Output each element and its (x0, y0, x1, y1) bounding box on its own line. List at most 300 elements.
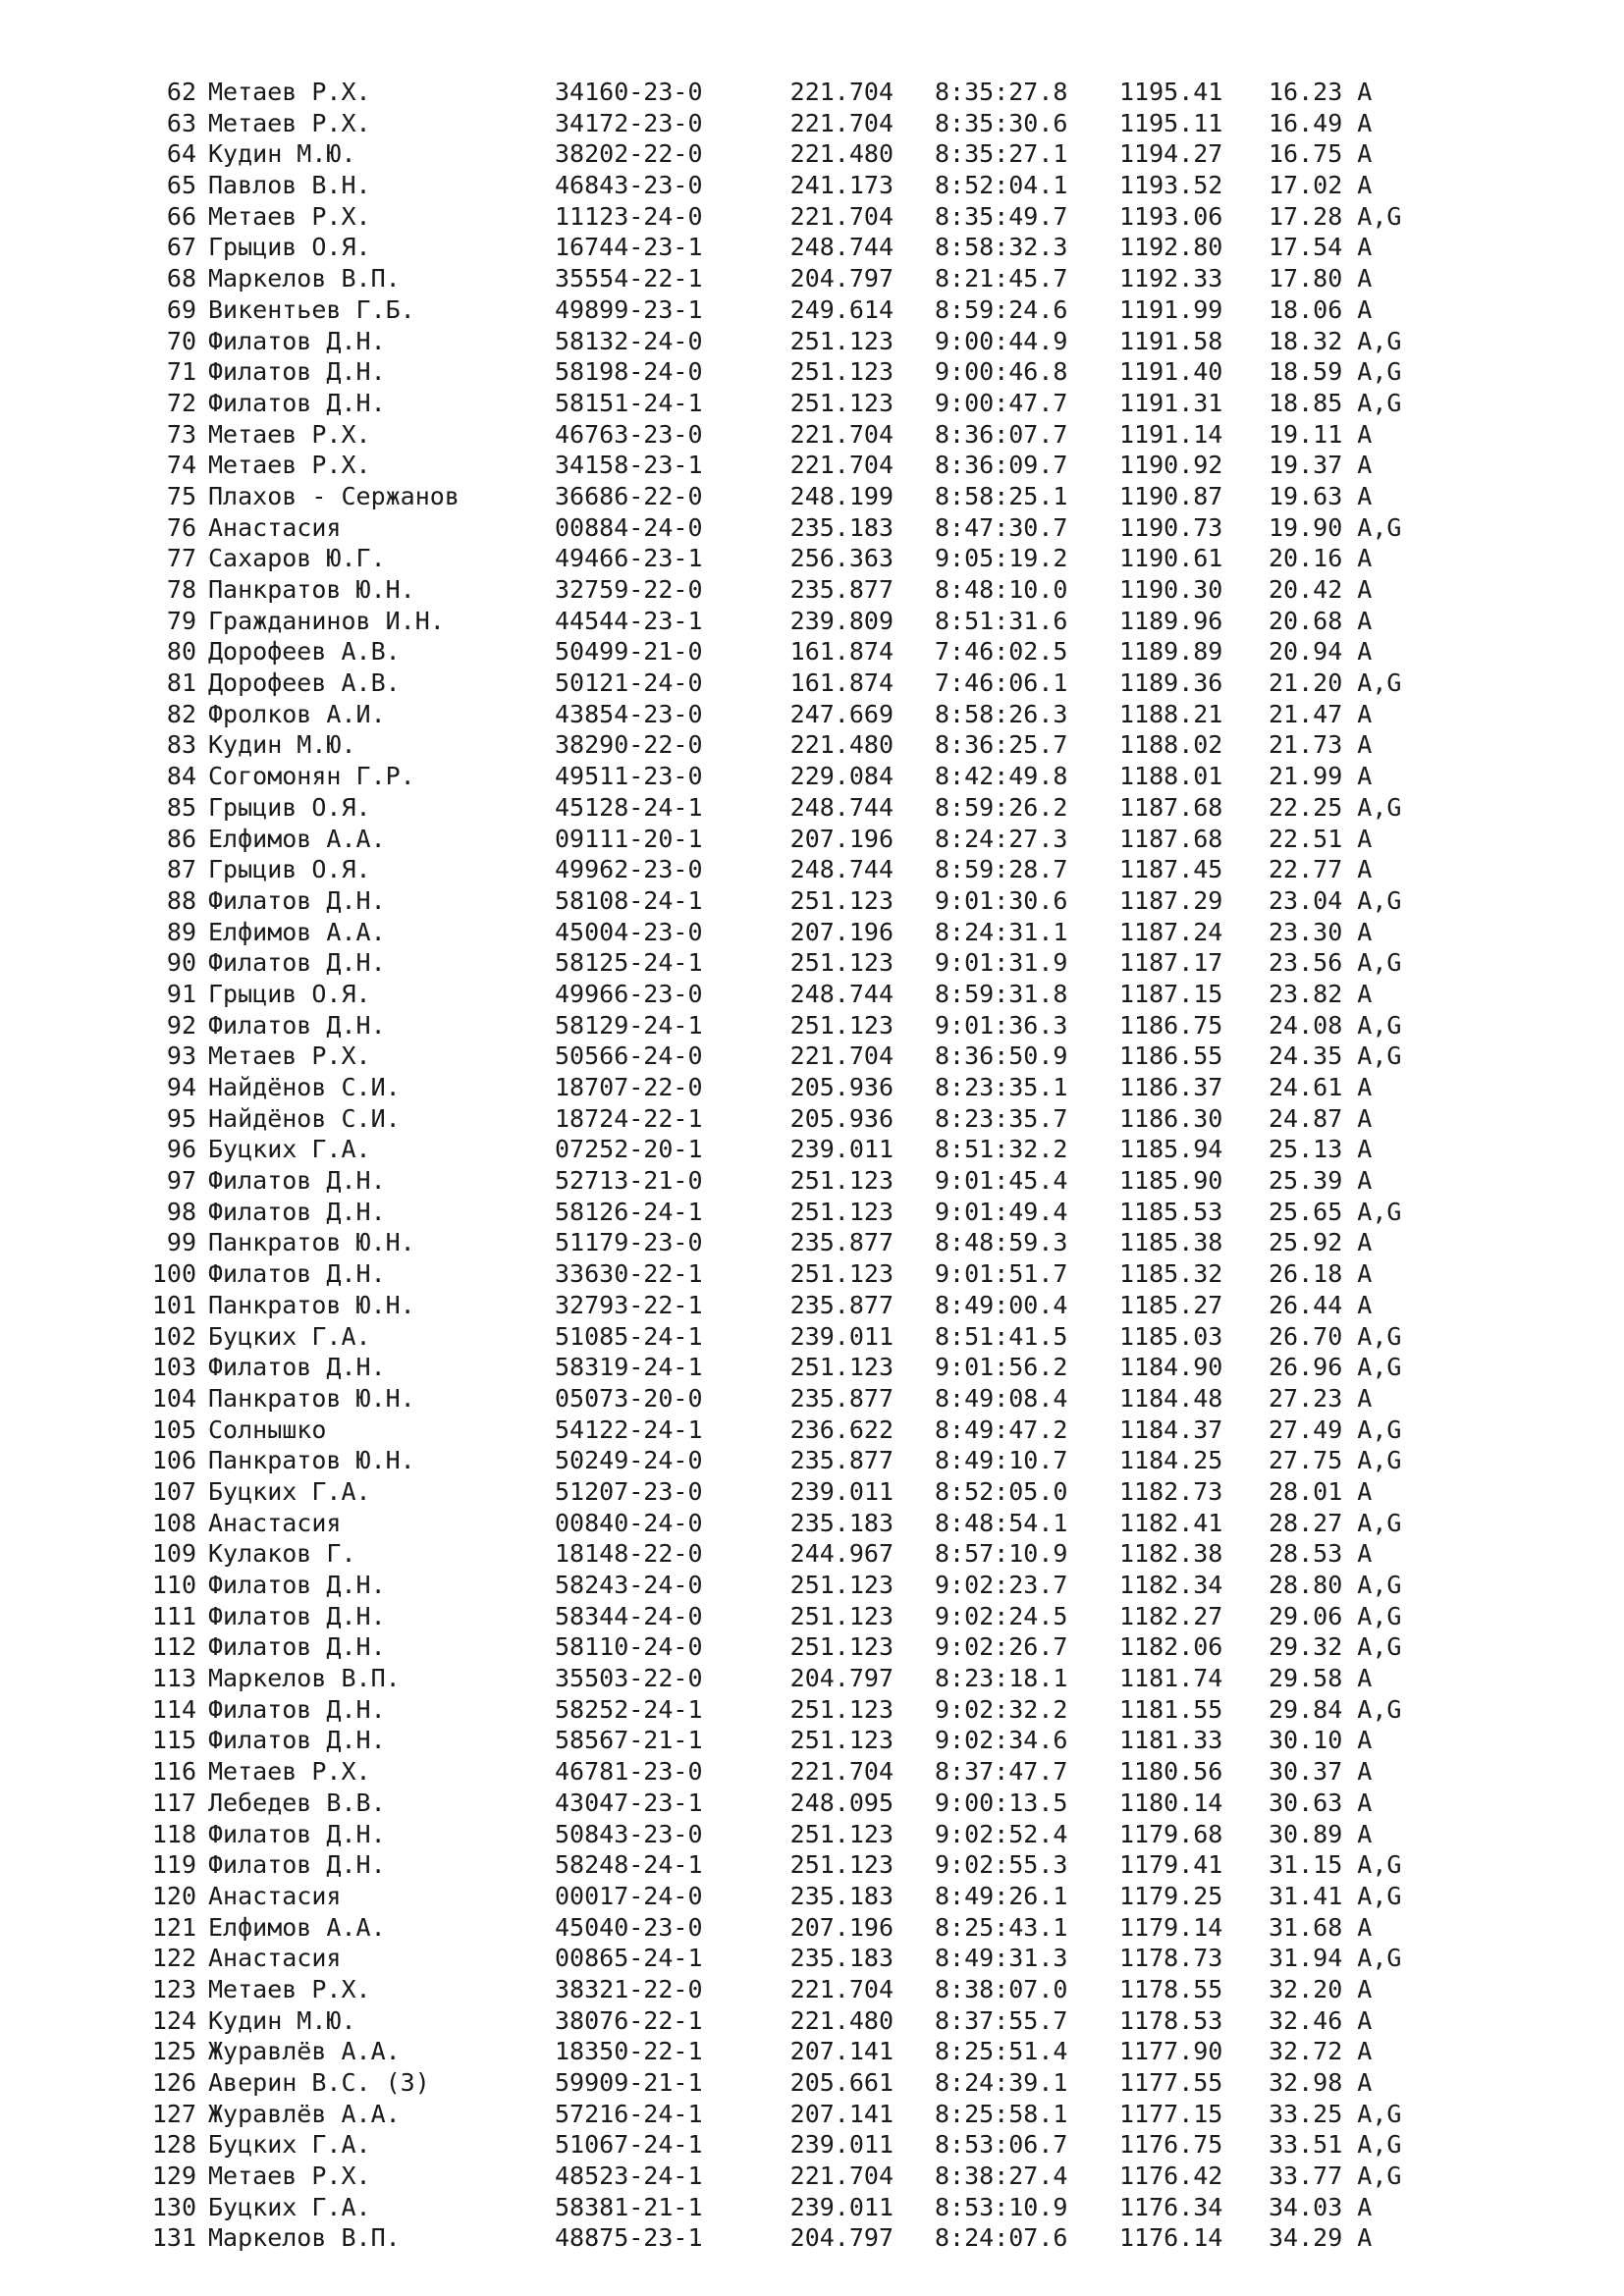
rank-cell: 120 (151, 1881, 196, 1910)
ring-number-cell: 45040-23-0 (555, 1912, 703, 1942)
fancier-name-cell: Филатов Д.Н. (208, 1850, 386, 1880)
coefficient-cell: 17.80 A (1269, 264, 1373, 294)
distance-cell: 251.123 (789, 1571, 893, 1599)
fancier-name-cell: Филатов Д.Н. (208, 948, 386, 978)
flight-time-cell: 8:38:07.0 (935, 1974, 1068, 2003)
distance-cell: 251.123 (789, 388, 893, 417)
flight-time-cell: 8:49:26.1 (935, 1881, 1068, 1910)
distance-cell: 221.704 (789, 108, 893, 137)
flight-time-cell: 8:58:32.3 (935, 233, 1068, 262)
distance-cell: 251.123 (789, 1166, 893, 1196)
distance-cell: 251.123 (789, 948, 893, 978)
rank-cell: 114 (151, 1694, 196, 1724)
distance-cell: 251.123 (789, 1632, 893, 1662)
coefficient-cell: 23.56 A,G (1269, 948, 1402, 978)
distance-cell: 205.936 (789, 1073, 893, 1101)
rank-cell: 77 (166, 544, 196, 573)
rank-cell: 73 (166, 419, 196, 449)
rank-cell: 105 (151, 1415, 196, 1444)
speed-cell: 1188.02 (1119, 730, 1223, 760)
ring-number-cell: 00884-24-0 (555, 512, 703, 542)
coefficient-cell: 19.90 A,G (1269, 512, 1402, 542)
ring-number-cell: 18350-22-1 (555, 2037, 703, 2066)
speed-cell: 1178.53 (1119, 2005, 1223, 2035)
speed-cell: 1179.68 (1119, 1819, 1223, 1848)
speed-cell: 1182.41 (1119, 1508, 1223, 1537)
speed-cell: 1192.80 (1119, 233, 1223, 262)
flight-time-cell: 8:59:31.8 (935, 979, 1068, 1008)
fancier-name-cell: Панкратов Ю.Н. (208, 1446, 415, 1475)
rank-cell: 121 (151, 1912, 196, 1942)
speed-cell: 1192.33 (1119, 264, 1223, 294)
coefficient-cell: 24.61 A (1269, 1073, 1373, 1101)
ring-number-cell: 58252-24-1 (555, 1694, 703, 1724)
speed-cell: 1182.73 (1119, 1476, 1223, 1506)
rank-cell: 112 (151, 1632, 196, 1662)
distance-cell: 251.123 (789, 1726, 893, 1755)
distance-cell: 221.480 (789, 139, 893, 169)
coefficient-cell: 30.10 A (1269, 1726, 1373, 1755)
ring-number-cell: 05073-20-0 (555, 1383, 703, 1413)
fancier-name-cell: Елфимов А.А. (208, 1912, 386, 1942)
coefficient-cell: 25.65 A,G (1269, 1197, 1402, 1226)
ring-number-cell: 58243-24-0 (555, 1571, 703, 1599)
fancier-name-cell: Маркелов В.П. (208, 264, 401, 294)
coefficient-cell: 25.39 A (1269, 1166, 1373, 1196)
rank-cell: 109 (151, 1539, 196, 1569)
flight-time-cell: 8:23:18.1 (935, 1664, 1068, 1693)
flight-time-cell: 9:02:32.2 (935, 1694, 1068, 1724)
rank-cell: 122 (151, 1944, 196, 1973)
rank-cell: 97 (166, 1166, 196, 1196)
coefficient-cell: 18.32 A,G (1269, 326, 1402, 355)
coefficient-cell: 23.82 A (1269, 979, 1373, 1008)
coefficient-cell: 19.37 A (1269, 451, 1373, 480)
fancier-name-cell: Солнышко (208, 1415, 327, 1444)
ring-number-cell: 48875-23-1 (555, 2223, 703, 2253)
distance-cell: 239.011 (789, 1321, 893, 1351)
ring-number-cell: 51179-23-0 (555, 1228, 703, 1257)
ring-number-cell: 58108-24-1 (555, 885, 703, 915)
ring-number-cell: 45128-24-1 (555, 792, 703, 822)
speed-cell: 1179.41 (1119, 1850, 1223, 1880)
speed-cell: 1195.11 (1119, 108, 1223, 137)
distance-cell: 244.967 (789, 1539, 893, 1569)
rank-cell: 108 (151, 1508, 196, 1537)
rank-cell: 81 (166, 668, 196, 698)
rank-cell: 119 (151, 1850, 196, 1880)
distance-cell: 239.011 (789, 2130, 893, 2160)
distance-cell: 235.183 (789, 512, 893, 542)
flight-time-cell: 8:59:24.6 (935, 294, 1068, 324)
rank-cell: 130 (151, 2192, 196, 2221)
rank-cell: 129 (151, 2162, 196, 2191)
ring-number-cell: 00017-24-0 (555, 1881, 703, 1910)
speed-cell: 1176.42 (1119, 2162, 1223, 2191)
distance-cell: 207.141 (789, 2099, 893, 2128)
flight-time-cell: 8:48:59.3 (935, 1228, 1068, 1257)
rank-cell: 117 (151, 1788, 196, 1817)
distance-cell: 221.704 (789, 1974, 893, 2003)
speed-cell: 1187.29 (1119, 885, 1223, 915)
coefficient-cell: 16.75 A (1269, 139, 1373, 169)
ring-number-cell: 50121-24-0 (555, 668, 703, 698)
speed-cell: 1189.96 (1119, 606, 1223, 635)
speed-cell: 1187.68 (1119, 824, 1223, 853)
flight-time-cell: 8:52:05.0 (935, 1476, 1068, 1506)
ring-number-cell: 38076-22-1 (555, 2005, 703, 2035)
flight-time-cell: 9:01:51.7 (935, 1259, 1068, 1289)
distance-cell: 251.123 (789, 885, 893, 915)
fancier-name-cell: Грыцив О.Я. (208, 233, 371, 262)
flight-time-cell: 8:49:47.2 (935, 1415, 1068, 1444)
ring-number-cell: 58319-24-1 (555, 1353, 703, 1382)
coefficient-cell: 21.20 A,G (1269, 668, 1402, 698)
ring-number-cell: 58110-24-0 (555, 1632, 703, 1662)
ring-number-cell: 35503-22-0 (555, 1664, 703, 1693)
fancier-name-cell: Маркелов В.П. (208, 2223, 401, 2253)
distance-cell: 248.199 (789, 481, 893, 510)
fancier-name-cell: Кулаков Г. (208, 1539, 356, 1569)
distance-cell: 251.123 (789, 1601, 893, 1630)
distance-cell: 247.669 (789, 699, 893, 728)
fancier-name-cell: Филатов Д.Н. (208, 1166, 386, 1196)
rank-cell: 64 (166, 139, 196, 169)
fancier-name-cell: Грыцив О.Я. (208, 855, 371, 884)
speed-cell: 1184.37 (1119, 1415, 1223, 1444)
coefficient-cell: 26.70 A,G (1269, 1321, 1402, 1351)
flight-time-cell: 8:24:31.1 (935, 917, 1068, 946)
rank-cell: 128 (151, 2130, 196, 2160)
rank-cell: 63 (166, 108, 196, 137)
flight-time-cell: 8:37:47.7 (935, 1757, 1068, 1787)
rank-cell: 76 (166, 512, 196, 542)
rank-cell: 92 (166, 1010, 196, 1040)
flight-time-cell: 8:49:10.7 (935, 1446, 1068, 1475)
rank-cell: 67 (166, 233, 196, 262)
fancier-name-cell: Метаев Р.Х. (208, 2162, 371, 2191)
coefficient-cell: 19.11 A (1269, 419, 1373, 449)
speed-cell: 1176.75 (1119, 2130, 1223, 2160)
rank-cell: 83 (166, 730, 196, 760)
flight-time-cell: 9:00:47.7 (935, 388, 1068, 417)
distance-cell: 235.183 (789, 1508, 893, 1537)
rank-cell: 104 (151, 1383, 196, 1413)
speed-cell: 1185.94 (1119, 1135, 1223, 1164)
speed-cell: 1186.75 (1119, 1010, 1223, 1040)
fancier-name-cell: Кудин М.Ю. (208, 139, 356, 169)
ring-number-cell: 49962-23-0 (555, 855, 703, 884)
ring-number-cell: 58248-24-1 (555, 1850, 703, 1880)
distance-cell: 221.704 (789, 1757, 893, 1787)
speed-cell: 1185.90 (1119, 1166, 1223, 1196)
distance-cell: 239.809 (789, 606, 893, 635)
flight-time-cell: 9:02:52.4 (935, 1819, 1068, 1848)
rank-cell: 94 (166, 1073, 196, 1101)
rank-cell: 68 (166, 264, 196, 294)
fancier-name-cell: Плахов - Сержанов (208, 481, 460, 510)
coefficient-cell: 21.99 A (1269, 762, 1373, 791)
rank-cell: 125 (151, 2037, 196, 2066)
ring-number-cell: 34172-23-0 (555, 108, 703, 137)
coefficient-cell: 29.32 A,G (1269, 1632, 1402, 1662)
ring-number-cell: 59909-21-1 (555, 2068, 703, 2097)
flight-time-cell: 7:46:02.5 (935, 637, 1068, 667)
speed-cell: 1190.30 (1119, 575, 1223, 604)
coefficient-cell: 31.68 A (1269, 1912, 1373, 1942)
rank-cell: 102 (151, 1321, 196, 1351)
distance-cell: 229.084 (789, 762, 893, 791)
distance-cell: 256.363 (789, 544, 893, 573)
coefficient-cell: 29.84 A,G (1269, 1694, 1402, 1724)
distance-cell: 251.123 (789, 357, 893, 387)
speed-cell: 1186.30 (1119, 1103, 1223, 1133)
rank-cell: 116 (151, 1757, 196, 1787)
ring-number-cell: 18148-22-0 (555, 1539, 703, 1569)
ring-number-cell: 07252-20-1 (555, 1135, 703, 1164)
rank-cell: 131 (151, 2223, 196, 2253)
distance-cell: 204.797 (789, 1664, 893, 1693)
speed-cell: 1179.14 (1119, 1912, 1223, 1942)
coefficient-cell: 28.80 A,G (1269, 1571, 1402, 1599)
ring-number-cell: 45004-23-0 (555, 917, 703, 946)
ring-number-cell: 34158-23-1 (555, 451, 703, 480)
rank-cell: 106 (151, 1446, 196, 1475)
rank-cell: 85 (166, 792, 196, 822)
ring-number-cell: 43854-23-0 (555, 699, 703, 728)
coefficient-cell: 33.51 A,G (1269, 2130, 1402, 2160)
flight-time-cell: 9:02:55.3 (935, 1850, 1068, 1880)
distance-cell: 221.704 (789, 78, 893, 106)
rank-cell: 87 (166, 855, 196, 884)
ring-number-cell: 11123-24-0 (555, 201, 703, 231)
fancier-name-cell: Панкратов Ю.Н. (208, 1228, 415, 1257)
speed-cell: 1185.53 (1119, 1197, 1223, 1226)
rank-cell: 95 (166, 1103, 196, 1133)
speed-cell: 1185.38 (1119, 1228, 1223, 1257)
speed-cell: 1178.55 (1119, 1974, 1223, 2003)
fancier-name-cell: Найдёнов С.И. (208, 1103, 401, 1133)
speed-cell: 1180.14 (1119, 1788, 1223, 1817)
fancier-name-cell: Елфимов А.А. (208, 824, 386, 853)
ring-number-cell: 50249-24-0 (555, 1446, 703, 1475)
fancier-name-cell: Маркелов В.П. (208, 1664, 401, 1693)
ring-number-cell: 09111-20-1 (555, 824, 703, 853)
ring-number-cell: 38290-22-0 (555, 730, 703, 760)
rank-cell: 115 (151, 1726, 196, 1755)
distance-cell: 204.797 (789, 2223, 893, 2253)
fancier-name-cell: Филатов Д.Н. (208, 1197, 386, 1226)
distance-cell: 221.480 (789, 730, 893, 760)
flight-time-cell: 9:01:36.3 (935, 1010, 1068, 1040)
rank-cell: 69 (166, 294, 196, 324)
coefficient-cell: 22.51 A (1269, 824, 1373, 853)
distance-cell: 248.744 (789, 979, 893, 1008)
speed-cell: 1185.03 (1119, 1321, 1223, 1351)
rank-cell: 101 (151, 1290, 196, 1319)
fancier-name-cell: Павлов В.Н. (208, 171, 371, 200)
rank-cell: 91 (166, 979, 196, 1008)
coefficient-cell: 30.37 A (1269, 1757, 1373, 1787)
flight-time-cell: 8:59:28.7 (935, 855, 1068, 884)
fancier-name-cell: Панкратов Ю.Н. (208, 1383, 415, 1413)
distance-cell: 207.196 (789, 917, 893, 946)
flight-time-cell: 9:02:26.7 (935, 1632, 1068, 1662)
coefficient-cell: 31.15 A,G (1269, 1850, 1402, 1880)
coefficient-cell: 34.03 A (1269, 2192, 1373, 2221)
flight-time-cell: 8:36:07.7 (935, 419, 1068, 449)
coefficient-cell: 20.42 A (1269, 575, 1373, 604)
flight-time-cell: 8:53:10.9 (935, 2192, 1068, 2221)
ring-number-cell: 43047-23-1 (555, 1788, 703, 1817)
fancier-name-cell: Гражданинов И.Н. (208, 606, 445, 635)
coefficient-cell: 29.06 A,G (1269, 1601, 1402, 1630)
ring-number-cell: 54122-24-1 (555, 1415, 703, 1444)
speed-cell: 1185.27 (1119, 1290, 1223, 1319)
ring-number-cell: 50566-24-0 (555, 1041, 703, 1071)
flight-time-cell: 8:36:25.7 (935, 730, 1068, 760)
coefficient-cell: 21.73 A (1269, 730, 1373, 760)
flight-time-cell: 8:25:43.1 (935, 1912, 1068, 1942)
coefficient-cell: 26.44 A (1269, 1290, 1373, 1319)
distance-cell: 221.480 (789, 2005, 893, 2035)
rank-cell: 100 (151, 1259, 196, 1289)
coefficient-cell: 25.92 A (1269, 1228, 1373, 1257)
fancier-name-cell: Елфимов А.А. (208, 917, 386, 946)
coefficient-cell: 18.59 A,G (1269, 357, 1402, 387)
ring-number-cell: 49466-23-1 (555, 544, 703, 573)
rank-cell: 80 (166, 637, 196, 667)
speed-cell: 1180.56 (1119, 1757, 1223, 1787)
fancier-name-cell: Найдёнов С.И. (208, 1073, 401, 1101)
speed-cell: 1179.25 (1119, 1881, 1223, 1910)
speed-cell: 1193.06 (1119, 201, 1223, 231)
speed-cell: 1181.74 (1119, 1664, 1223, 1693)
ring-number-cell: 48523-24-1 (555, 2162, 703, 2191)
coefficient-cell: 20.16 A (1269, 544, 1373, 573)
ring-number-cell: 16744-23-1 (555, 233, 703, 262)
fancier-name-cell: Дорофеев А.В. (208, 668, 401, 698)
coefficient-cell: 18.06 A (1269, 294, 1373, 324)
distance-cell: 221.704 (789, 2162, 893, 2191)
coefficient-cell: 33.25 A,G (1269, 2099, 1402, 2128)
rank-cell: 62 (166, 78, 196, 106)
coefficient-cell: 28.53 A (1269, 1539, 1373, 1569)
distance-cell: 221.704 (789, 419, 893, 449)
speed-cell: 1181.33 (1119, 1726, 1223, 1755)
flight-time-cell: 8:51:31.6 (935, 606, 1068, 635)
flight-time-cell: 8:42:49.8 (935, 762, 1068, 791)
ring-number-cell: 58381-21-1 (555, 2192, 703, 2221)
ring-number-cell: 32793-22-1 (555, 1290, 703, 1319)
fancier-name-cell: Филатов Д.Н. (208, 1353, 386, 1382)
distance-cell: 235.877 (789, 1383, 893, 1413)
rank-cell: 79 (166, 606, 196, 635)
speed-cell: 1189.36 (1119, 668, 1223, 698)
fancier-name-cell: Метаев Р.Х. (208, 1757, 371, 1787)
distance-cell: 239.011 (789, 1135, 893, 1164)
distance-cell: 248.744 (789, 792, 893, 822)
flight-time-cell: 9:01:31.9 (935, 948, 1068, 978)
fancier-name-cell: Грыцив О.Я. (208, 792, 371, 822)
speed-cell: 1177.15 (1119, 2099, 1223, 2128)
distance-cell: 207.141 (789, 2037, 893, 2066)
distance-cell: 161.874 (789, 637, 893, 667)
distance-cell: 235.877 (789, 1228, 893, 1257)
distance-cell: 204.797 (789, 264, 893, 294)
coefficient-cell: 24.35 A,G (1269, 1041, 1402, 1071)
speed-cell: 1195.41 (1119, 78, 1223, 106)
flight-time-cell: 8:48:10.0 (935, 575, 1068, 604)
speed-cell: 1177.55 (1119, 2068, 1223, 2097)
flight-time-cell: 8:35:49.7 (935, 201, 1068, 231)
coefficient-cell: 23.30 A (1269, 917, 1373, 946)
coefficient-cell: 19.63 A (1269, 481, 1373, 510)
ring-number-cell: 49511-23-0 (555, 762, 703, 791)
flight-time-cell: 8:53:06.7 (935, 2130, 1068, 2160)
rank-cell: 86 (166, 824, 196, 853)
speed-cell: 1184.25 (1119, 1446, 1223, 1475)
coefficient-cell: 27.75 A,G (1269, 1446, 1402, 1475)
coefficient-cell: 28.01 A (1269, 1476, 1373, 1506)
coefficient-cell: 25.13 A (1269, 1135, 1373, 1164)
speed-cell: 1184.90 (1119, 1353, 1223, 1382)
distance-cell: 251.123 (789, 1259, 893, 1289)
flight-time-cell: 9:05:19.2 (935, 544, 1068, 573)
ring-number-cell: 46763-23-0 (555, 419, 703, 449)
fancier-name-cell: Согомонян Г.Р. (208, 762, 415, 791)
rank-cell: 107 (151, 1476, 196, 1506)
ring-number-cell: 50499-21-0 (555, 637, 703, 667)
flight-time-cell: 9:01:45.4 (935, 1166, 1068, 1196)
distance-cell: 235.877 (789, 575, 893, 604)
speed-cell: 1185.32 (1119, 1259, 1223, 1289)
ring-number-cell: 51207-23-0 (555, 1476, 703, 1506)
flight-time-cell: 8:37:55.7 (935, 2005, 1068, 2035)
coefficient-cell: 32.98 A (1269, 2068, 1373, 2097)
rank-cell: 88 (166, 885, 196, 915)
speed-cell: 1176.14 (1119, 2223, 1223, 2253)
ring-number-cell: 58567-21-1 (555, 1726, 703, 1755)
flight-time-cell: 8:58:26.3 (935, 699, 1068, 728)
distance-cell: 161.874 (789, 668, 893, 698)
distance-cell: 221.704 (789, 451, 893, 480)
rank-cell: 123 (151, 1974, 196, 2003)
coefficient-cell: 20.68 A (1269, 606, 1373, 635)
flight-time-cell: 8:24:07.6 (935, 2223, 1068, 2253)
rank-cell: 71 (166, 357, 196, 387)
speed-cell: 1182.38 (1119, 1539, 1223, 1569)
speed-cell: 1191.31 (1119, 388, 1223, 417)
fancier-name-cell: Филатов Д.Н. (208, 326, 386, 355)
fancier-name-cell: Метаев Р.Х. (208, 451, 371, 480)
rank-cell: 110 (151, 1571, 196, 1599)
flight-time-cell: 8:48:54.1 (935, 1508, 1068, 1537)
rank-cell: 118 (151, 1819, 196, 1848)
rank-cell: 84 (166, 762, 196, 791)
speed-cell: 1188.21 (1119, 699, 1223, 728)
coefficient-cell: 32.46 A (1269, 2005, 1373, 2035)
rank-cell: 90 (166, 948, 196, 978)
rank-cell: 113 (151, 1664, 196, 1693)
fancier-name-cell: Метаев Р.Х. (208, 78, 371, 106)
speed-cell: 1190.61 (1119, 544, 1223, 573)
distance-cell: 241.173 (789, 171, 893, 200)
flight-time-cell: 8:51:32.2 (935, 1135, 1068, 1164)
ring-number-cell: 58344-24-0 (555, 1601, 703, 1630)
fancier-name-cell: Викентьев Г.Б. (208, 294, 415, 324)
speed-cell: 1191.99 (1119, 294, 1223, 324)
